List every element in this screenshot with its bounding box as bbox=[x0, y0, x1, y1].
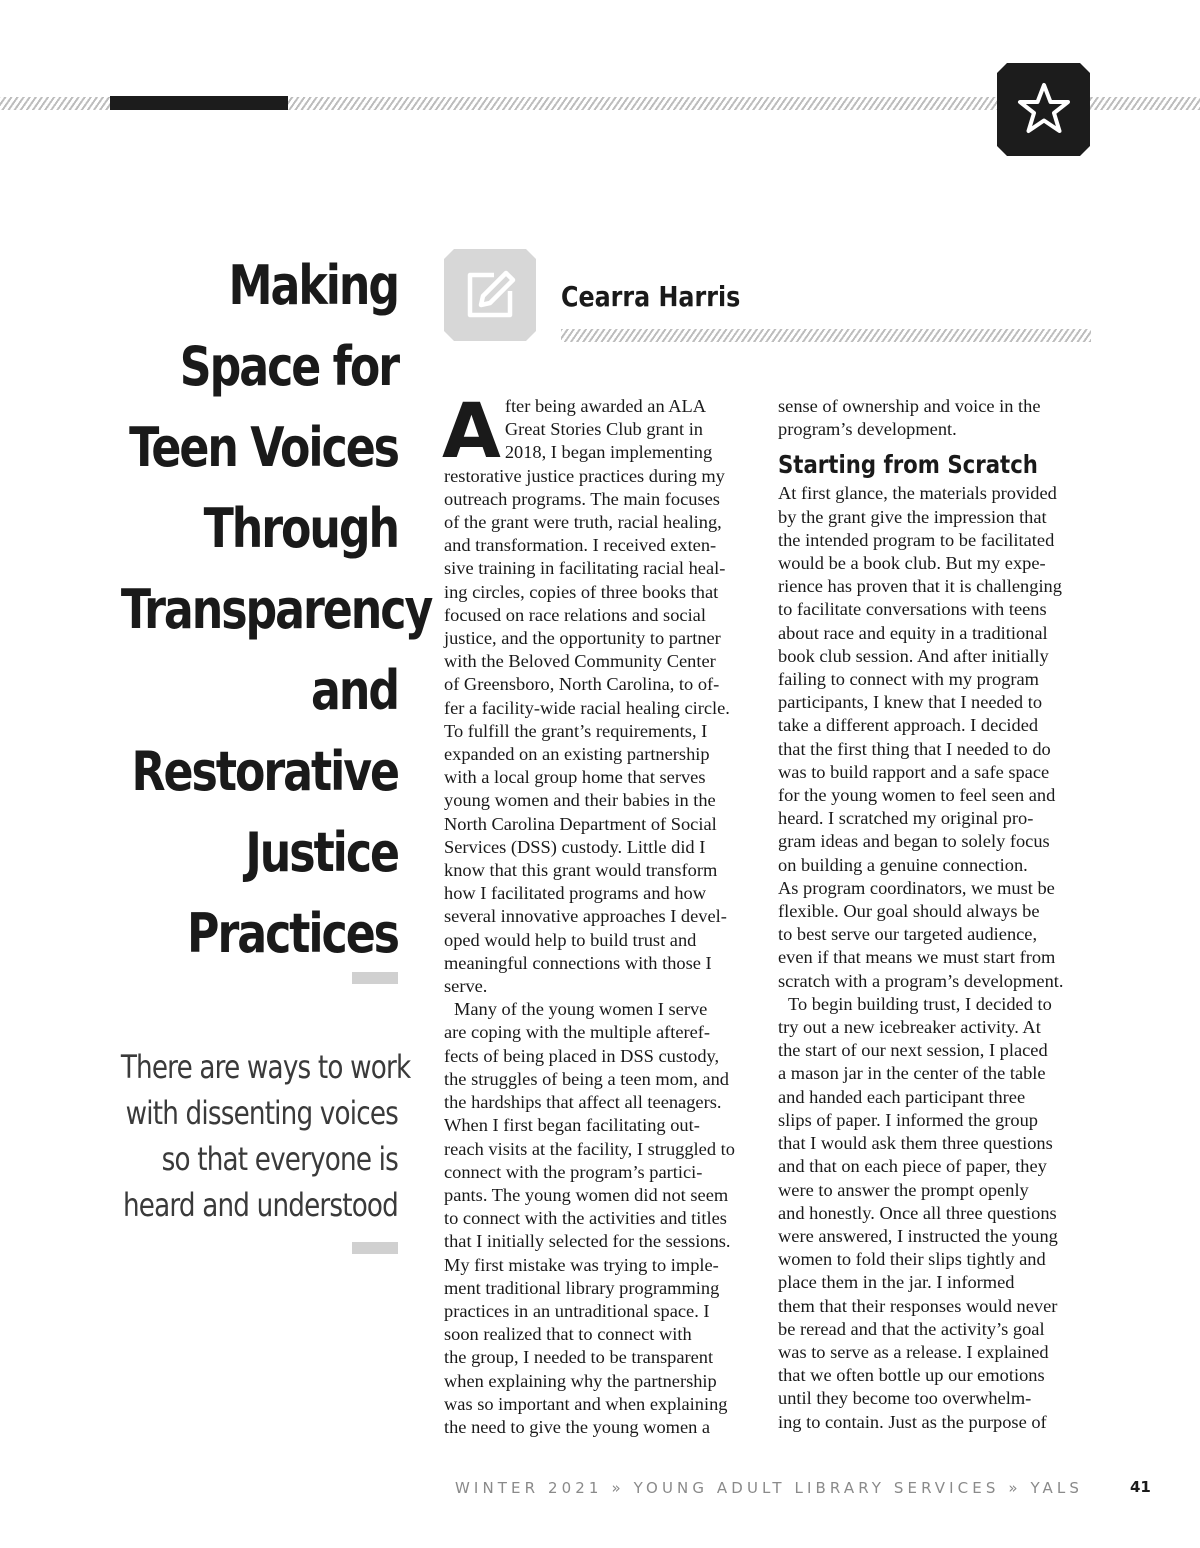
title-line: and bbox=[311, 659, 398, 722]
text-line: justice, and the opportunity to partner bbox=[444, 628, 721, 649]
text-line: focused on race relations and social bbox=[444, 604, 706, 625]
text-line: and that on each piece of paper, they bbox=[778, 1156, 1047, 1177]
text-line: scratch with a program’s development. bbox=[778, 970, 1064, 991]
author-hatch-rule bbox=[561, 329, 1091, 342]
text-line: fects of being placed in DSS custody, bbox=[444, 1045, 720, 1066]
text-line: know that this grant would transform bbox=[444, 860, 718, 881]
text-line: to facilitate conversations with teens bbox=[778, 599, 1047, 620]
title-line: Through bbox=[203, 497, 398, 560]
title-line: Transparency bbox=[120, 578, 432, 641]
text-line: that I initially selected for the sessions. bbox=[444, 1231, 731, 1252]
text-line: soon realized that to connect with bbox=[444, 1324, 692, 1345]
text-line: North Carolina Department of Social bbox=[444, 813, 717, 834]
text-line: outreach programs. The main focuses bbox=[444, 488, 720, 509]
text-line: were to answer the prompt openly bbox=[778, 1179, 1029, 1200]
deck-divider bbox=[352, 1242, 398, 1254]
text-line: Many of the young women I serve bbox=[454, 999, 708, 1020]
column-1-text bbox=[444, 465, 750, 1440]
text-line: of the grant were truth, racial healing, bbox=[444, 512, 722, 533]
star-icon bbox=[1013, 79, 1075, 141]
text-line: were answered, I instructed the young bbox=[778, 1225, 1058, 1246]
text-line: connect with the program’s partici- bbox=[444, 1161, 703, 1182]
text-line: with the Beloved Community Center bbox=[444, 651, 716, 672]
text-line: serve. bbox=[444, 976, 488, 997]
text-line: Great Stories Club grant in bbox=[504, 419, 704, 440]
text-line: and handed each participant three bbox=[778, 1086, 1026, 1107]
text-line: program’s development. bbox=[778, 419, 957, 440]
text-line: fer a facility-wide racial healing circle. bbox=[444, 697, 730, 718]
text-line: sense of ownership and voice in the bbox=[778, 396, 1041, 416]
text-line: the need to give the young women a bbox=[444, 1416, 711, 1437]
text-line: women to fold their slips tightly and bbox=[778, 1249, 1046, 1270]
header-accent-bar bbox=[110, 96, 288, 110]
text-line: oped would help to build trust and bbox=[444, 929, 697, 950]
text-line: gram ideas and began to solely focus bbox=[778, 831, 1050, 852]
text-line: flexible. Our goal should always be bbox=[778, 901, 1040, 922]
text-line: As program coordinators, we must be bbox=[778, 877, 1055, 898]
text-line: place them in the jar. I informed bbox=[778, 1272, 1015, 1293]
body-column-2 bbox=[778, 395, 1090, 1434]
text-line: try out a new icebreaker activity. At bbox=[778, 1017, 1041, 1038]
text-line: rience has proven that it is challenging bbox=[778, 576, 1062, 597]
text-line: To begin building trust, I decided to bbox=[788, 993, 1052, 1014]
deck-line: There are ways to work bbox=[120, 1048, 411, 1086]
text-line: heard. I scratched my original pro- bbox=[778, 808, 1034, 829]
text-line: failing to connect with my program bbox=[778, 669, 1039, 690]
page-number: 41 bbox=[1130, 1478, 1151, 1496]
text-line: When I first began facilitating out- bbox=[444, 1115, 700, 1136]
column-2-text bbox=[778, 482, 1090, 1433]
text-line: even if that means we must start from bbox=[778, 947, 1056, 968]
text-line: for the young women to feel seen and bbox=[778, 785, 1056, 806]
text-line: when explaining why the partnership bbox=[444, 1370, 717, 1391]
text-line: slips of paper. I informed the group bbox=[778, 1109, 1038, 1130]
text-line: 2018, I began implementing bbox=[504, 442, 713, 463]
text-line: that I would ask them three questions bbox=[778, 1133, 1053, 1154]
text-line: several innovative approaches I devel- bbox=[444, 906, 727, 927]
text-line: are coping with the multiple afteref- bbox=[444, 1022, 711, 1043]
title-line: Practices bbox=[187, 902, 398, 965]
text-line: that the first thing that I needed to do bbox=[778, 738, 1051, 759]
text-line: Services (DSS) custody. Little did I bbox=[444, 836, 706, 857]
text-line: take a different approach. I decided bbox=[778, 715, 1039, 736]
text-line: meaningful connections with those I bbox=[444, 952, 712, 973]
text-line: to connect with the activities and titles bbox=[444, 1208, 727, 1229]
title-line: Space for bbox=[179, 335, 398, 398]
text-line: and transformation. I received exten- bbox=[444, 535, 717, 556]
text-line: the struggles of being a teen mom, and bbox=[444, 1068, 729, 1089]
text-line: about race and equity in a traditional bbox=[778, 622, 1048, 643]
text-line: with a local group home that serves bbox=[444, 767, 706, 788]
text-line: reach visits at the facility, I struggled to bbox=[444, 1138, 735, 1159]
title-line: Restorative bbox=[131, 740, 398, 803]
text-line: that we often bottle up our emotions bbox=[778, 1365, 1045, 1386]
text-line: until they become too overwhelm- bbox=[778, 1388, 1032, 1409]
text-line: ment traditional library programming bbox=[444, 1277, 720, 1298]
text-line: ing to contain. Just as the purpose of bbox=[778, 1411, 1047, 1432]
text-line: book club session. And after initially bbox=[778, 645, 1049, 666]
text-line: to best serve our targeted audience, bbox=[778, 924, 1038, 945]
text-line: At first glance, the materials provided bbox=[778, 483, 1057, 504]
text-line: was to build rapport and a safe space bbox=[778, 761, 1050, 782]
column-2-intro bbox=[778, 395, 1090, 441]
text-line: was to serve as a release. I explained bbox=[778, 1341, 1049, 1362]
text-line: My first mistake was trying to imple- bbox=[444, 1254, 719, 1275]
text-line: the hardships that affect all teenagers. bbox=[444, 1092, 722, 1113]
text-line: them that their responses would never bbox=[778, 1295, 1058, 1316]
running-footer: WINTER 2021 » YOUNG ADULT LIBRARY SERVICES » YALS bbox=[455, 1479, 1083, 1497]
text-line: sive training in facilitating racial heal- bbox=[444, 558, 726, 579]
section-heading: Starting from Scratch bbox=[778, 450, 1038, 480]
text-line: by the grant give the impression that bbox=[778, 506, 1047, 527]
star-badge bbox=[997, 63, 1090, 156]
text-line: practices in an untraditional space. I bbox=[444, 1300, 710, 1321]
text-line: of Greensboro, North Carolina, to of- bbox=[444, 674, 720, 695]
text-line: how I facilitated programs and how bbox=[444, 883, 706, 904]
text-line: and honestly. Once all three questions bbox=[778, 1202, 1057, 1223]
text-line: expanded on an existing partnership bbox=[444, 744, 710, 765]
text-line: pants. The young women did not seem bbox=[444, 1184, 729, 1205]
text-line: fter being awarded an ALA bbox=[504, 396, 707, 416]
body-column-1 bbox=[442, 386, 750, 1439]
title-line: Justice bbox=[245, 821, 398, 884]
title-line: Making bbox=[228, 254, 398, 317]
title-line: Teen Voices bbox=[129, 416, 398, 479]
text-line: young women and their babies in the bbox=[444, 790, 716, 811]
pencil-edit-icon bbox=[460, 265, 520, 325]
deck-line: heard and understood bbox=[122, 1186, 398, 1224]
text-line: on building a genuine connection. bbox=[778, 854, 1028, 875]
text-line: ing circles, copies of three books that bbox=[444, 581, 719, 602]
deck-line: so that everyone is bbox=[161, 1140, 398, 1178]
text-line: be reread and that the activity’s goal bbox=[778, 1318, 1045, 1339]
author-name: Cearra Harris bbox=[561, 280, 741, 313]
text-line: would be a book club. But my expe- bbox=[778, 553, 1046, 574]
text-line: the start of our next session, I placed bbox=[778, 1040, 1048, 1061]
deck-line: with dissenting voices bbox=[125, 1094, 398, 1132]
text-line: the group, I needed to be transparent bbox=[444, 1347, 714, 1368]
text-line: the intended program to be facilitated bbox=[778, 529, 1055, 550]
text-line: To fulfill the grant’s requirements, I bbox=[444, 720, 708, 741]
author-badge bbox=[444, 249, 536, 341]
article-title bbox=[120, 245, 432, 974]
text-line: was so important and when explaining bbox=[444, 1393, 728, 1414]
text-line: a mason jar in the center of the table bbox=[778, 1063, 1046, 1084]
title-divider bbox=[352, 972, 398, 984]
text-line: participants, I knew that I needed to bbox=[778, 692, 1043, 713]
text-line: restorative justice practices during my bbox=[444, 465, 725, 486]
article-deck bbox=[120, 1044, 411, 1228]
drop-cap: A bbox=[442, 386, 501, 475]
